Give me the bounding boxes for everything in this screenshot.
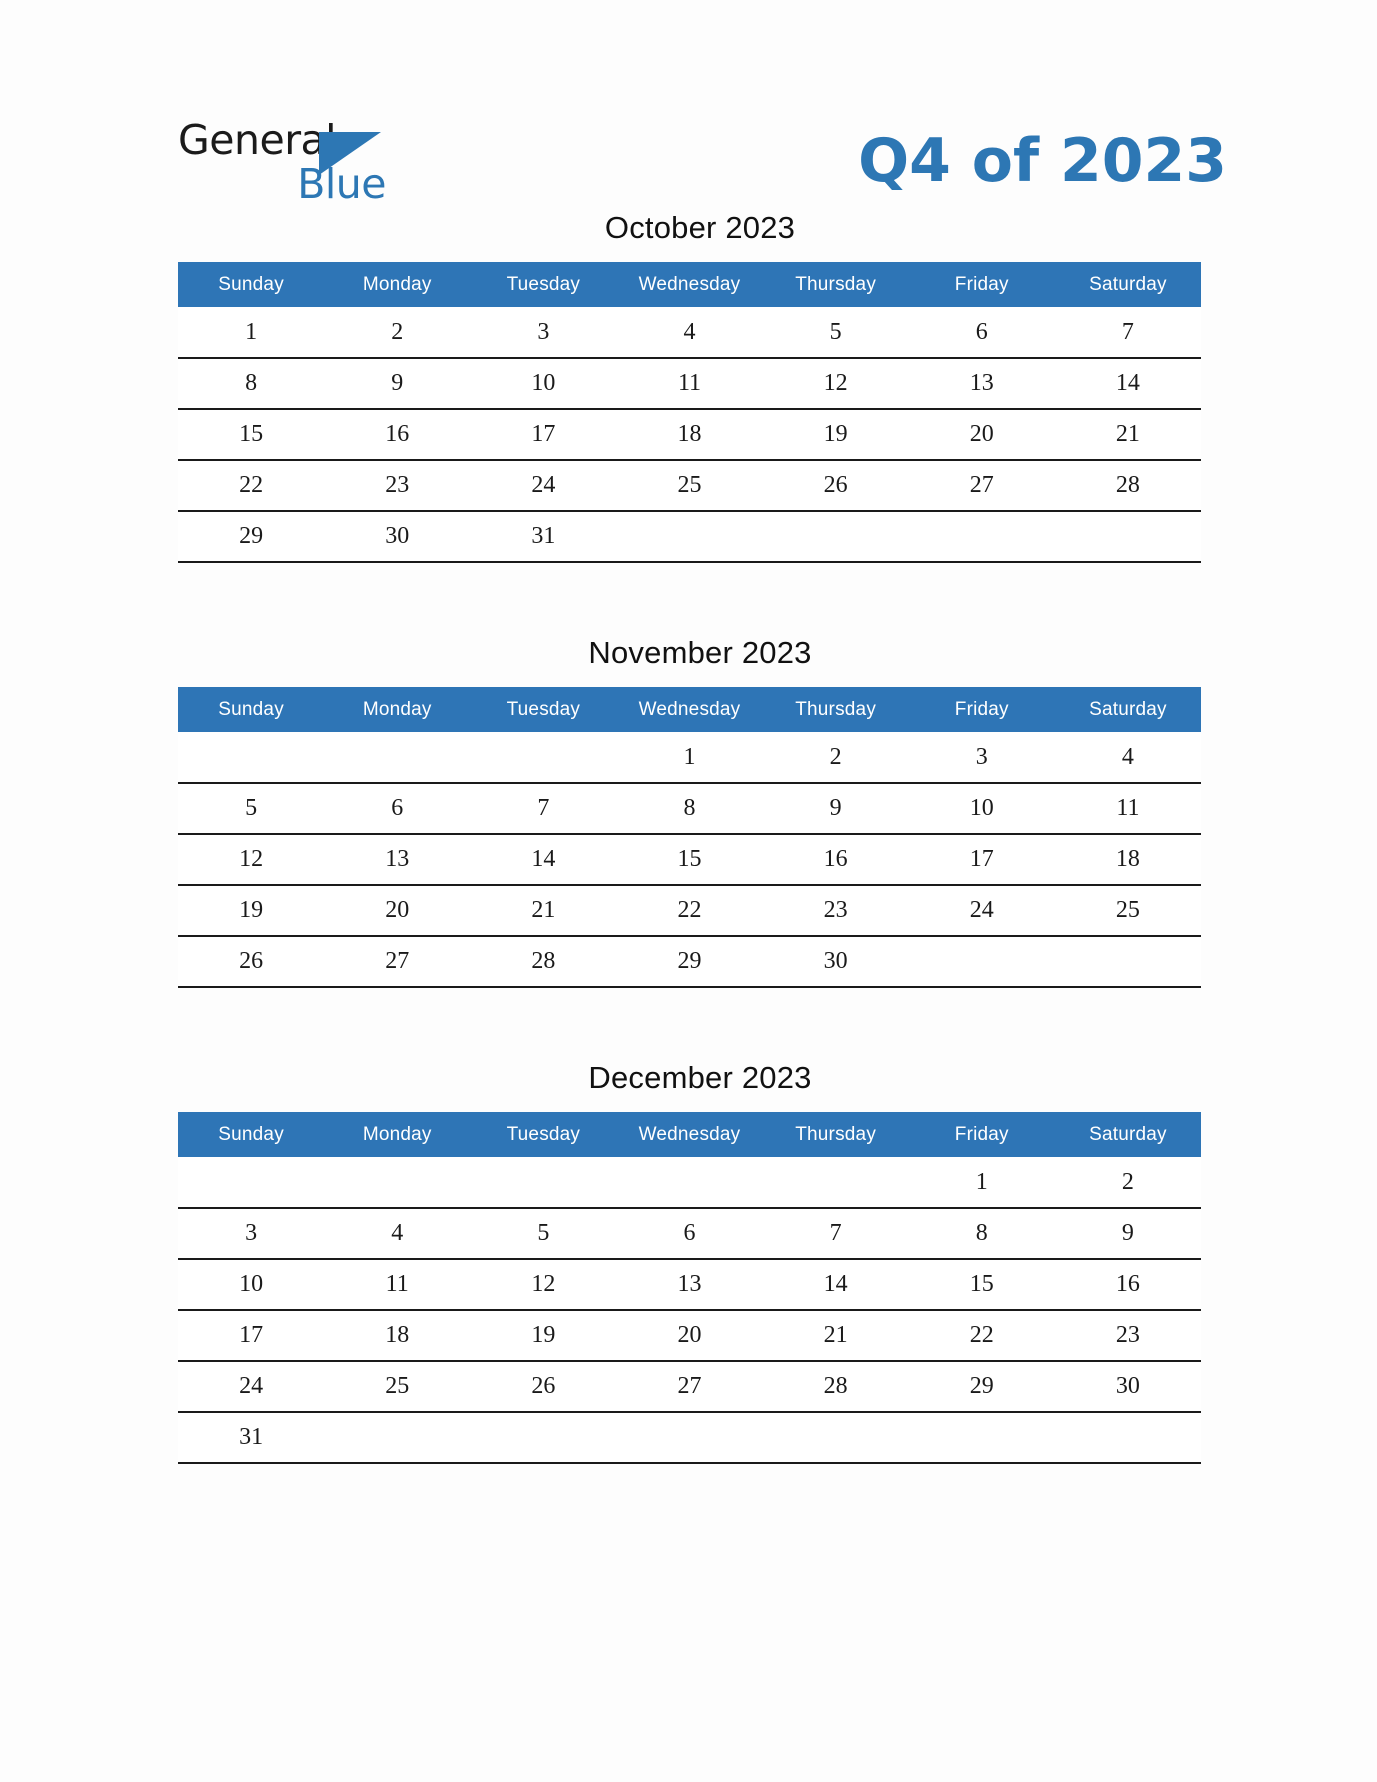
week-row [178, 1310, 1201, 1361]
day-cell[interactable]: 23 [1055, 1310, 1201, 1361]
week-row [178, 885, 1201, 936]
day-cell[interactable]: 29 [909, 1361, 1055, 1412]
day-cell[interactable]: 29 [616, 936, 762, 987]
month-block [178, 1060, 1222, 1464]
week-row [178, 511, 1201, 562]
day-cell[interactable]: 24 [470, 460, 616, 511]
day-cell[interactable]: 14 [470, 834, 616, 885]
day-cell[interactable]: 5 [470, 1208, 616, 1259]
weekday-header-friday: Friday [909, 262, 1055, 307]
day-cell[interactable]: 16 [1055, 1259, 1201, 1310]
weekday-header-tuesday: Tuesday [470, 687, 616, 732]
day-cell[interactable]: 9 [1055, 1208, 1201, 1259]
day-cell[interactable]: 25 [616, 460, 762, 511]
day-cell[interactable]: 6 [324, 783, 470, 834]
general-blue-logo [178, 116, 388, 208]
weekday-header-row [178, 1112, 1201, 1157]
day-cell[interactable]: 7 [763, 1208, 909, 1259]
month-title: November 2023 [588, 635, 812, 670]
day-cell-empty [324, 1157, 470, 1208]
day-cell[interactable]: 10 [178, 1259, 324, 1310]
day-cell-empty [470, 1157, 616, 1208]
day-cell-empty [909, 936, 1055, 987]
day-cell[interactable]: 9 [324, 358, 470, 409]
logo-text-general: General [178, 116, 337, 164]
week-row [178, 1157, 1201, 1208]
week-row [178, 460, 1201, 511]
day-cell[interactable]: 8 [909, 1208, 1055, 1259]
day-cell[interactable]: 15 [178, 409, 324, 460]
day-cell[interactable]: 14 [763, 1259, 909, 1310]
months-container [0, 210, 1377, 1464]
month-calendar-table [178, 262, 1201, 563]
week-row [178, 307, 1201, 358]
weekday-header-tuesday: Tuesday [470, 262, 616, 307]
day-cell[interactable]: 2 [324, 307, 470, 358]
week-row [178, 1259, 1201, 1310]
week-row [178, 1412, 1201, 1463]
week-row [178, 834, 1201, 885]
weekday-header-sunday: Sunday [178, 1112, 324, 1157]
day-cell[interactable]: 26 [763, 460, 909, 511]
day-cell-empty [1055, 936, 1201, 987]
weekday-header-wednesday: Wednesday [616, 1112, 762, 1157]
weekday-header-tuesday: Tuesday [470, 1112, 616, 1157]
day-cell-empty [909, 511, 1055, 562]
weekday-header-thursday: Thursday [763, 262, 909, 307]
day-cell[interactable]: 4 [616, 307, 762, 358]
day-cell[interactable]: 8 [616, 783, 762, 834]
day-cell[interactable]: 2 [1055, 1157, 1201, 1208]
day-cell[interactable]: 5 [763, 307, 909, 358]
day-cell[interactable]: 13 [324, 834, 470, 885]
week-row [178, 1208, 1201, 1259]
day-cell[interactable]: 13 [616, 1259, 762, 1310]
logo-text-blue: Blue [297, 160, 386, 208]
day-cell[interactable]: 27 [616, 1361, 762, 1412]
month-title: December 2023 [588, 1060, 812, 1095]
day-cell[interactable]: 21 [1055, 409, 1201, 460]
day-cell-empty [324, 1412, 470, 1463]
day-cell[interactable]: 6 [909, 307, 1055, 358]
day-cell-empty [324, 732, 470, 783]
day-cell-empty [763, 1157, 909, 1208]
day-cell[interactable]: 27 [909, 460, 1055, 511]
day-cell[interactable]: 17 [178, 1310, 324, 1361]
month-title: October 2023 [604, 210, 796, 245]
week-row [178, 783, 1201, 834]
day-cell[interactable]: 1 [909, 1157, 1055, 1208]
day-cell[interactable]: 18 [1055, 834, 1201, 885]
day-cell[interactable]: 29 [178, 511, 324, 562]
day-cell[interactable]: 4 [1055, 732, 1201, 783]
day-cell[interactable]: 16 [324, 409, 470, 460]
day-cell[interactable]: 3 [178, 1208, 324, 1259]
day-cell[interactable]: 30 [763, 936, 909, 987]
day-cell[interactable]: 21 [763, 1310, 909, 1361]
day-cell[interactable]: 22 [178, 460, 324, 511]
weekday-header-thursday: Thursday [763, 687, 909, 732]
day-cell-empty [470, 732, 616, 783]
weekday-header-saturday: Saturday [1055, 1112, 1201, 1157]
weekday-header-wednesday: Wednesday [616, 687, 762, 732]
week-row [178, 936, 1201, 987]
month-block [178, 210, 1222, 563]
day-cell[interactable]: 20 [616, 1310, 762, 1361]
weekday-header-thursday: Thursday [763, 1112, 909, 1157]
day-cell[interactable]: 7 [470, 783, 616, 834]
day-cell[interactable]: 13 [909, 358, 1055, 409]
day-cell[interactable]: 10 [909, 783, 1055, 834]
day-cell[interactable]: 25 [1055, 885, 1201, 936]
day-cell[interactable]: 21 [470, 885, 616, 936]
day-cell[interactable]: 22 [909, 1310, 1055, 1361]
month-calendar-table [178, 687, 1201, 988]
day-cell-empty [1055, 511, 1201, 562]
day-cell[interactable]: 12 [763, 358, 909, 409]
day-cell[interactable]: 9 [763, 783, 909, 834]
day-cell[interactable]: 17 [909, 834, 1055, 885]
day-cell-empty [178, 732, 324, 783]
day-cell-empty [763, 511, 909, 562]
day-cell[interactable]: 3 [909, 732, 1055, 783]
day-cell[interactable]: 31 [470, 511, 616, 562]
day-cell-empty [616, 511, 762, 562]
day-cell[interactable]: 27 [324, 936, 470, 987]
day-cell[interactable]: 23 [324, 460, 470, 511]
day-cell[interactable]: 30 [1055, 1361, 1201, 1412]
day-cell[interactable]: 11 [1055, 783, 1201, 834]
weekday-header-wednesday: Wednesday [616, 262, 762, 307]
day-cell[interactable]: 22 [616, 885, 762, 936]
week-row [178, 409, 1201, 460]
weekday-header-monday: Monday [324, 687, 470, 732]
day-cell[interactable]: 1 [178, 307, 324, 358]
day-cell[interactable]: 20 [909, 409, 1055, 460]
day-cell[interactable]: 19 [763, 409, 909, 460]
day-cell-empty [1055, 1412, 1201, 1463]
weekday-header-monday: Monday [324, 1112, 470, 1157]
day-cell[interactable]: 28 [763, 1361, 909, 1412]
weekday-header-row [178, 262, 1201, 307]
day-cell[interactable]: 19 [470, 1310, 616, 1361]
day-cell[interactable]: 8 [178, 358, 324, 409]
day-cell[interactable]: 24 [178, 1361, 324, 1412]
day-cell[interactable]: 30 [324, 511, 470, 562]
weekday-header-friday: Friday [909, 687, 1055, 732]
day-cell-empty [616, 1412, 762, 1463]
day-cell[interactable]: 15 [616, 834, 762, 885]
day-cell[interactable]: 26 [470, 1361, 616, 1412]
day-cell[interactable]: 12 [178, 834, 324, 885]
day-cell[interactable]: 11 [616, 358, 762, 409]
weekday-header-saturday: Saturday [1055, 262, 1201, 307]
day-cell[interactable]: 20 [324, 885, 470, 936]
day-cell[interactable]: 5 [178, 783, 324, 834]
weekday-header-sunday: Sunday [178, 687, 324, 732]
page-header [0, 0, 1377, 210]
day-cell[interactable]: 25 [324, 1361, 470, 1412]
day-cell[interactable]: 16 [763, 834, 909, 885]
weekday-header-friday: Friday [909, 1112, 1055, 1157]
day-cell[interactable]: 11 [324, 1259, 470, 1310]
day-cell[interactable]: 28 [470, 936, 616, 987]
day-cell[interactable]: 10 [470, 358, 616, 409]
week-row [178, 358, 1201, 409]
page-title: Q4 of 2023 [858, 126, 1227, 196]
day-cell-empty [178, 1157, 324, 1208]
day-cell[interactable]: 15 [909, 1259, 1055, 1310]
day-cell[interactable]: 18 [324, 1310, 470, 1361]
logo-triangle-icon [319, 132, 381, 175]
day-cell[interactable]: 18 [616, 409, 762, 460]
day-cell[interactable]: 6 [616, 1208, 762, 1259]
month-calendar-table [178, 1112, 1201, 1464]
week-row [178, 732, 1201, 783]
day-cell[interactable]: 4 [324, 1208, 470, 1259]
week-row [178, 1361, 1201, 1412]
weekday-header-monday: Monday [324, 262, 470, 307]
day-cell[interactable]: 26 [178, 936, 324, 987]
day-cell[interactable]: 1 [616, 732, 762, 783]
weekday-header-row [178, 687, 1201, 732]
day-cell-empty [470, 1412, 616, 1463]
day-cell-empty [909, 1412, 1055, 1463]
weekday-header-sunday: Sunday [178, 262, 324, 307]
day-cell[interactable]: 12 [470, 1259, 616, 1310]
month-block [178, 635, 1222, 988]
day-cell[interactable]: 23 [763, 885, 909, 936]
day-cell[interactable]: 2 [763, 732, 909, 783]
day-cell[interactable]: 31 [178, 1412, 324, 1463]
day-cell[interactable]: 24 [909, 885, 1055, 936]
day-cell[interactable]: 3 [470, 307, 616, 358]
day-cell-empty [763, 1412, 909, 1463]
weekday-header-saturday: Saturday [1055, 687, 1201, 732]
day-cell[interactable]: 28 [1055, 460, 1201, 511]
day-cell[interactable]: 7 [1055, 307, 1201, 358]
day-cell[interactable]: 17 [470, 409, 616, 460]
day-cell[interactable]: 14 [1055, 358, 1201, 409]
day-cell-empty [616, 1157, 762, 1208]
day-cell[interactable]: 19 [178, 885, 324, 936]
